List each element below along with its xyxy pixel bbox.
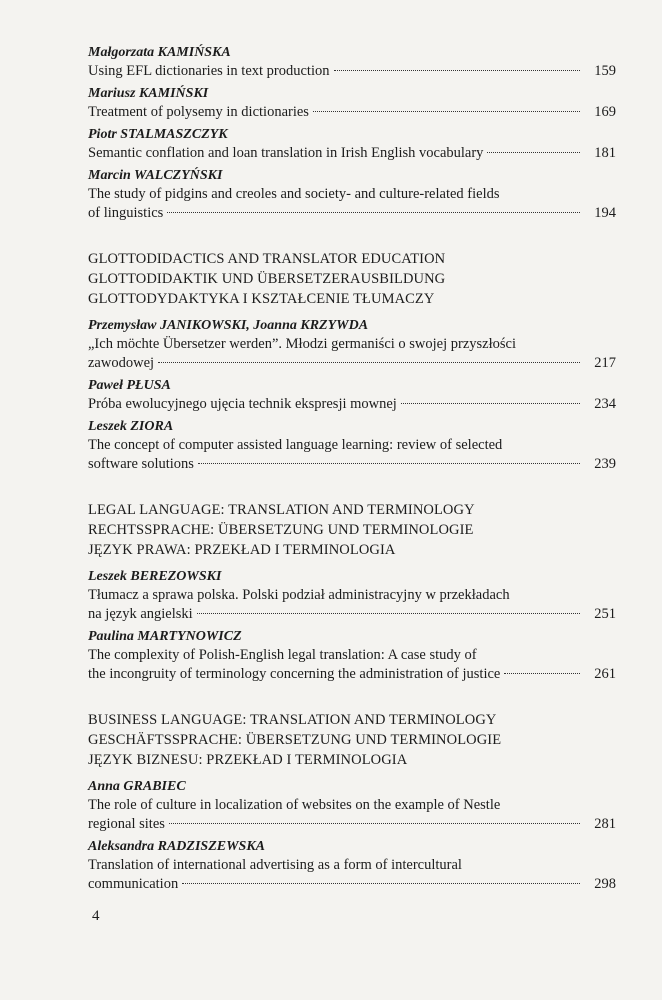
entry-title-last-line xyxy=(88,62,616,81)
toc-content xyxy=(88,40,616,898)
entry-title-text: Semantic conflation and loan translation in Irish English vocabulary xyxy=(88,145,484,161)
toc-entry xyxy=(88,317,616,373)
entry-page-number: 194 xyxy=(594,205,616,221)
entry-page-number: 159 xyxy=(594,63,616,79)
entry-title-line: Translation of international advertising as a form of intercultural xyxy=(88,857,462,873)
toc-group xyxy=(88,568,616,684)
dot-leader xyxy=(504,673,580,674)
dot-leader xyxy=(182,883,580,884)
dot-leader xyxy=(197,613,580,614)
dot-leader xyxy=(487,152,580,153)
entry-title-line: The role of culture in localization of websites on the example of Nestle xyxy=(88,797,501,813)
entry-title-text: communication xyxy=(88,876,179,892)
section-heading-line: GLOTTODYDAKTYKA I KSZTAŁCENIE TŁUMACZY xyxy=(88,291,435,307)
section-heading-line: JĘZYK BIZNESU: PRZEKŁAD I TERMINOLOGIA xyxy=(88,752,408,768)
dot-leader xyxy=(167,212,580,213)
entry-title-last-line xyxy=(88,605,616,624)
page-number: 4 xyxy=(92,908,100,924)
entry-title-last-line xyxy=(88,204,616,223)
entry-author: Małgorzata KAMIŃSKA xyxy=(88,45,231,60)
entry-title-text: na język angielski xyxy=(88,606,193,622)
entry-title-last-line xyxy=(88,103,616,122)
section-heading-line: RECHTSSPRACHE: ÜBERSETZUNG UND TERMINOLOGIE xyxy=(88,522,474,538)
entry-page-number: 251 xyxy=(594,606,616,622)
entry-title-last-line xyxy=(88,144,616,163)
entry-title-last-line xyxy=(88,815,616,834)
toc-entry xyxy=(88,44,616,81)
toc-entry xyxy=(88,628,616,684)
entry-author: Przemysław JANIKOWSKI, Joanna KRZYWDA xyxy=(88,318,369,333)
entry-author: Paweł PŁUSA xyxy=(88,378,171,393)
entry-page-number: 298 xyxy=(594,876,616,892)
dot-leader xyxy=(334,70,581,71)
entry-author: Paulina MARTYNOWICZ xyxy=(88,629,242,644)
entry-title-last-line xyxy=(88,395,616,414)
toc-entry xyxy=(88,838,616,894)
toc-entry xyxy=(88,126,616,163)
entry-author: Marcin WALCZYŃSKI xyxy=(88,168,223,183)
entry-title-text: regional sites xyxy=(88,816,165,832)
entry-title-last-line xyxy=(88,665,616,684)
dot-leader xyxy=(313,111,580,112)
entry-title-text: zawodowej xyxy=(88,355,155,371)
section-heading-line: GLOTTODIDACTICS AND TRANSLATOR EDUCATION xyxy=(88,251,446,267)
toc-entry xyxy=(88,85,616,122)
toc-entry xyxy=(88,418,616,474)
entry-page-number: 217 xyxy=(594,355,616,371)
entry-title-line: The concept of computer assisted language learning: review of selected xyxy=(88,437,503,453)
section-heading-business-language xyxy=(88,710,616,770)
entry-title-line: The study of pidgins and creoles and society- and culture-related fields xyxy=(88,186,500,202)
entry-page-number: 239 xyxy=(594,456,616,472)
entry-page-number: 261 xyxy=(594,666,616,682)
entry-title-text: Using EFL dictionaries in text production xyxy=(88,63,330,79)
entry-title-line: „Ich möchte Übersetzer werden”. Młodzi germaniści o swojej przyszłości xyxy=(88,336,516,352)
toc-group xyxy=(88,778,616,894)
entry-title-last-line xyxy=(88,875,616,894)
section-heading-legal-language xyxy=(88,500,616,560)
entry-title-line: The complexity of Polish-English legal translation: A case study of xyxy=(88,647,477,663)
entry-page-number: 169 xyxy=(594,104,616,120)
toc-entry xyxy=(88,377,616,414)
section-heading-line: GLOTTODIDAKTIK UND ÜBERSETZERAUSBILDUNG xyxy=(88,271,446,287)
entry-author: Piotr STALMASZCZYK xyxy=(88,127,228,142)
toc-entry xyxy=(88,778,616,834)
entry-title-text: the incongruity of terminology concerning the administration of justice xyxy=(88,666,501,682)
section-heading-line: GESCHÄFTSSPRACHE: ÜBERSETZUNG UND TERMINOLOGIE xyxy=(88,732,502,748)
entry-title-text: Próba ewolucyjnego ujęcia technik ekspresji mownej xyxy=(88,396,397,412)
entry-title-text: Treatment of polysemy in dictionaries xyxy=(88,104,309,120)
toc-entry xyxy=(88,167,616,223)
entry-author: Aleksandra RADZISZEWSKA xyxy=(88,839,265,854)
entry-page-number: 234 xyxy=(594,396,616,412)
dot-leader xyxy=(198,463,580,464)
entry-title-text: of linguistics xyxy=(88,205,164,221)
entry-page-number: 181 xyxy=(594,145,616,161)
toc-group xyxy=(88,317,616,474)
toc-group xyxy=(88,44,616,223)
dot-leader xyxy=(158,362,580,363)
entry-author: Mariusz KAMIŃSKI xyxy=(88,86,209,101)
entry-page-number: 281 xyxy=(594,816,616,832)
dot-leader xyxy=(401,403,580,404)
entry-author: Leszek BEREZOWSKI xyxy=(88,569,222,584)
section-heading-glottodidactics xyxy=(88,249,616,309)
section-heading-line: BUSINESS LANGUAGE: TRANSLATION AND TERMINOLOGY xyxy=(88,712,497,728)
section-heading-line: LEGAL LANGUAGE: TRANSLATION AND TERMINOLOGY xyxy=(88,502,475,518)
entry-author: Leszek ZIORA xyxy=(88,419,174,434)
entry-title-text: software solutions xyxy=(88,456,194,472)
entry-title-line: Tłumacz a sprawa polska. Polski podział administracyjny w przekładach xyxy=(88,587,510,603)
section-heading-line: JĘZYK PRAWA: PRZEKŁAD I TERMINOLOGIA xyxy=(88,542,396,558)
dot-leader xyxy=(169,823,580,824)
entry-title-last-line xyxy=(88,455,616,474)
entry-author: Anna GRABIEC xyxy=(88,779,186,794)
toc-entry xyxy=(88,568,616,624)
entry-title-last-line xyxy=(88,354,616,373)
